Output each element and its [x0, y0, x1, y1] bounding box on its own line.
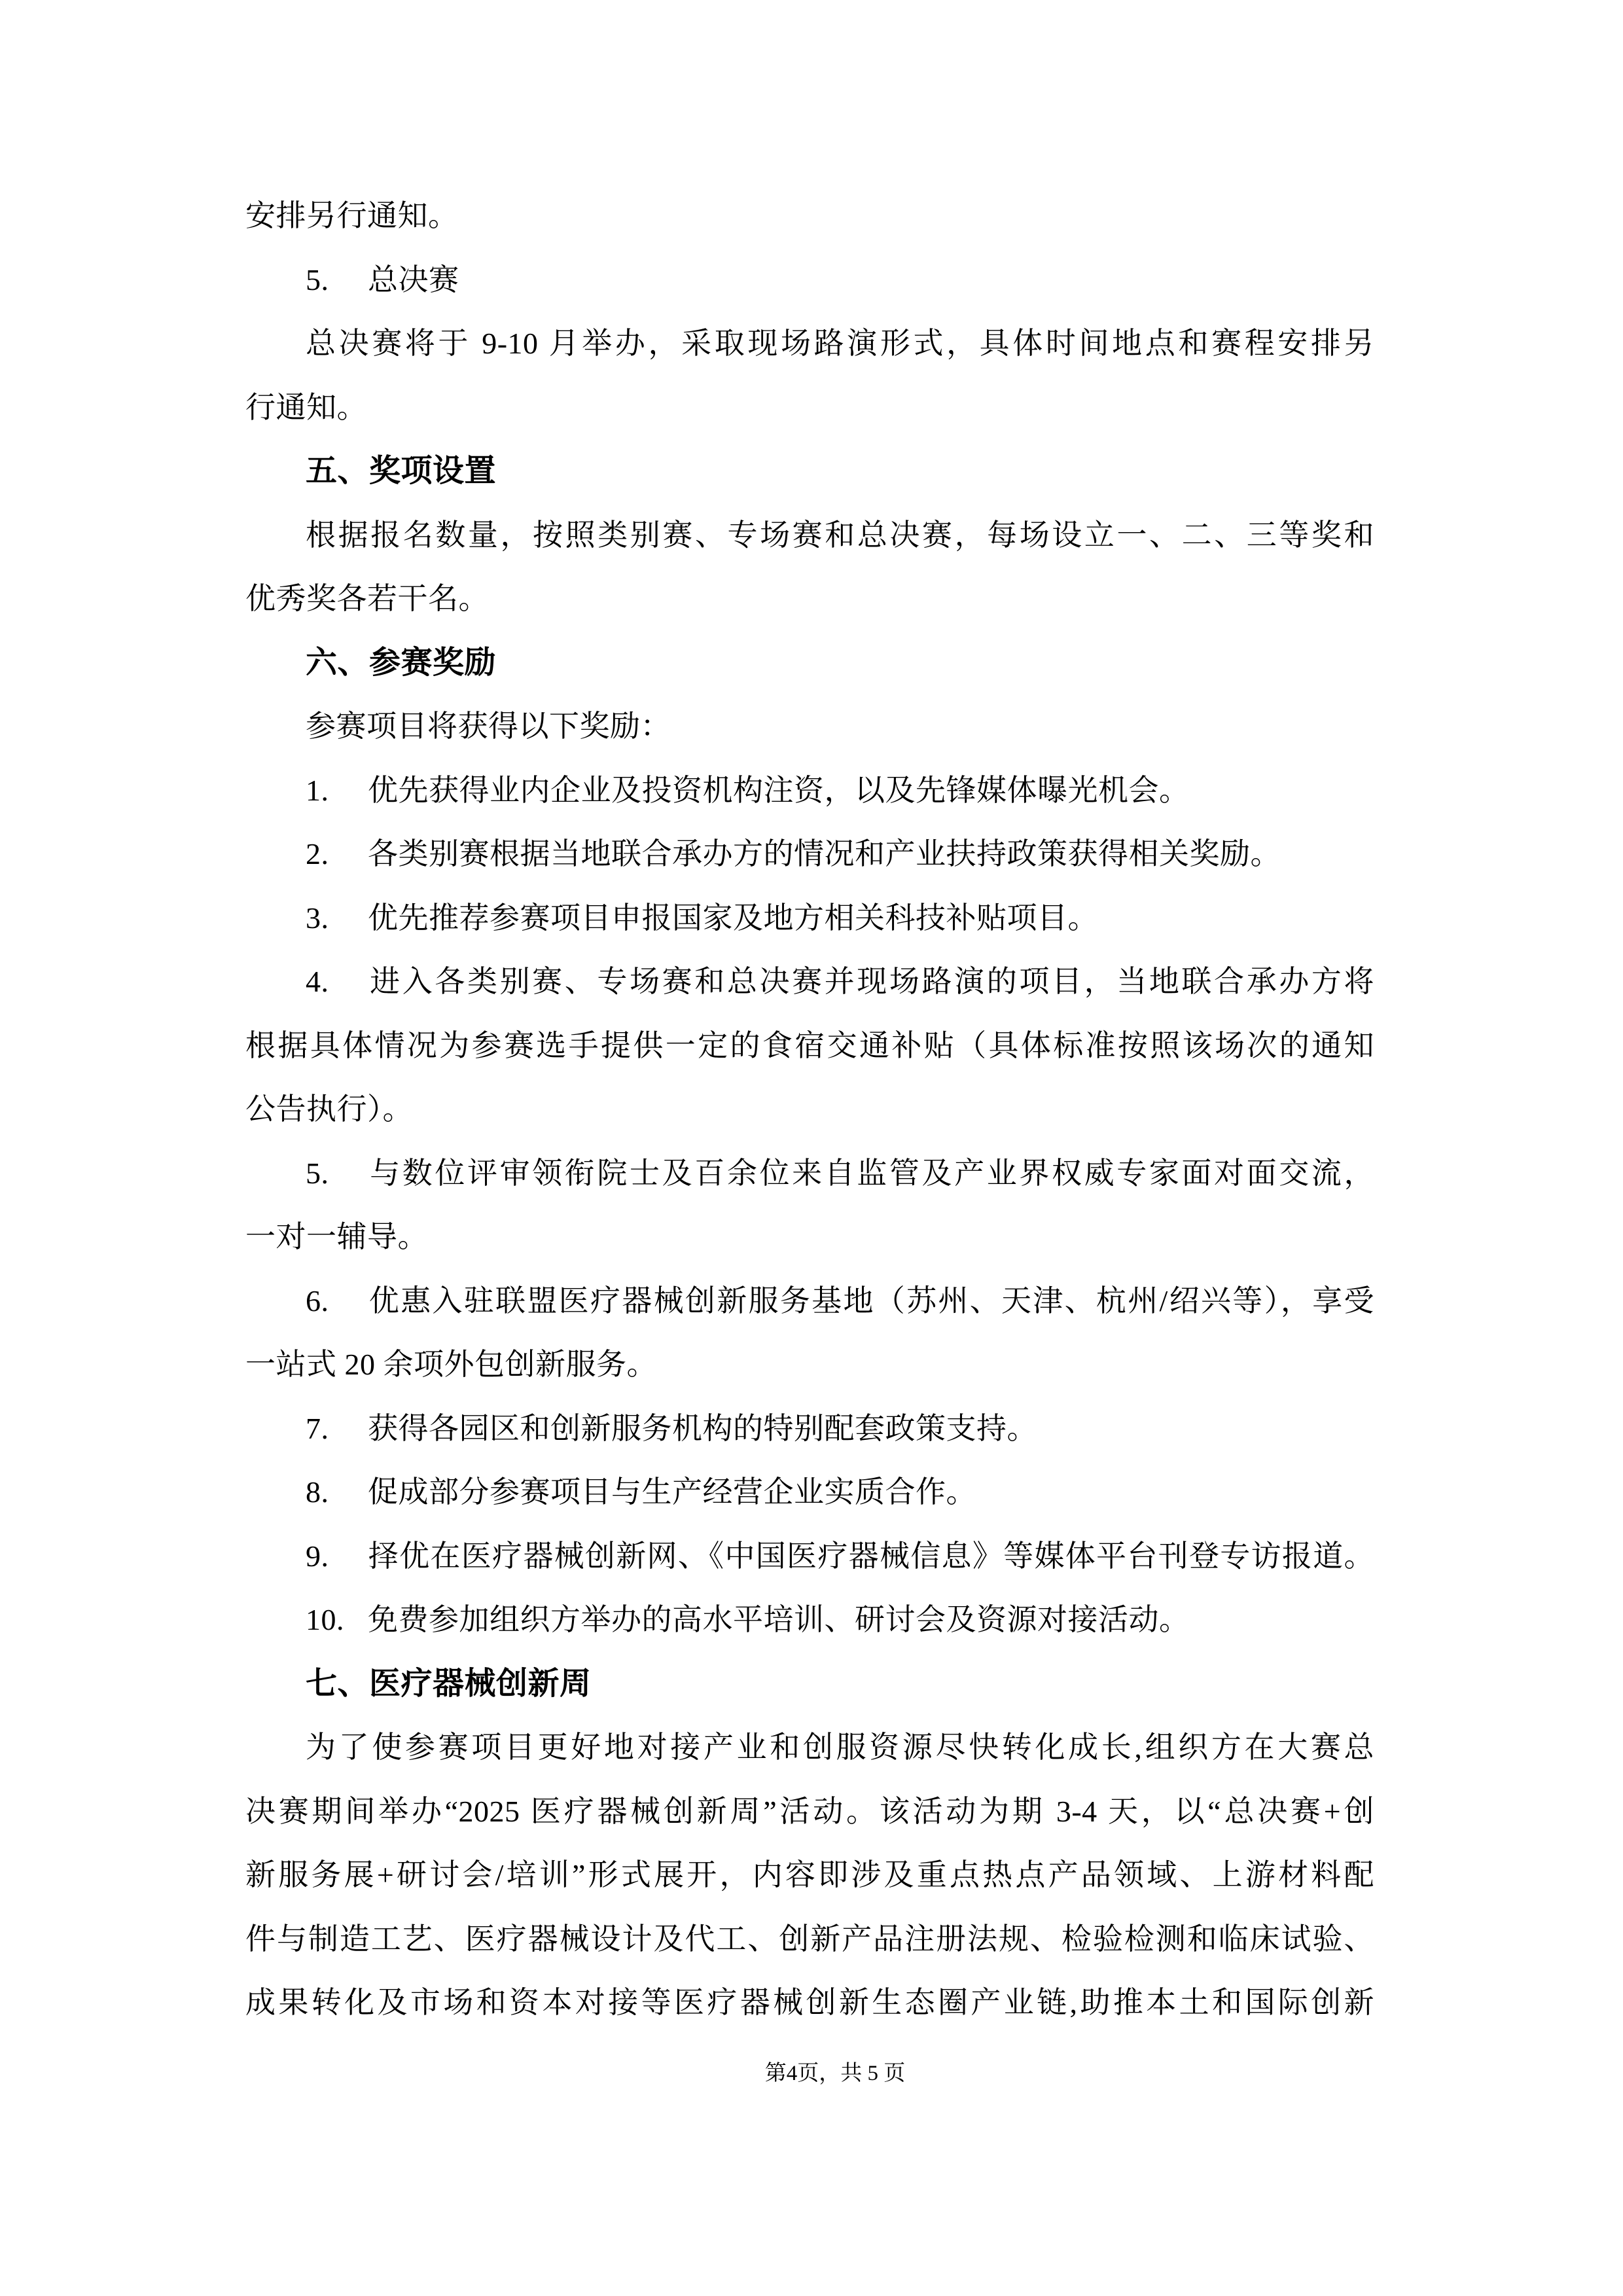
section-heading: 五、奖项设置: [306, 454, 497, 488]
list-item: [245, 1269, 1374, 1333]
paragraph-line: 根据具体情况为参赛选手提供一定的食宿交通补贴（具体标准按照该场次的通知: [245, 1028, 1374, 1062]
list-item: [245, 1460, 1374, 1524]
paragraph-line: 一站式 20 余项外包创新服务。: [245, 1348, 657, 1381]
paragraph-line: 一对一辅导。: [245, 1220, 428, 1253]
list-item: [245, 759, 1374, 823]
paragraph-line: 新服务展+研讨会/培训”形式展开，内容即涉及重点热点产品领域、上游材料配: [245, 1858, 1374, 1892]
list-number: 4.: [306, 965, 329, 998]
list-item-text: 各类别赛根据当地联合承办方的情况和产业扶持政策获得相关奖励。: [368, 837, 1281, 870]
list-number: 6.: [306, 1283, 329, 1318]
list-item-text: 优惠入驻联盟医疗器械创新服务基地（苏州、天津、杭州/绍兴等），享受: [368, 1283, 1374, 1318]
paragraph-line: 总决赛将于 9-10 月举办，采取现场路演形式，具体时间地点和赛程安排另: [306, 327, 1374, 360]
list-number: 5.: [306, 1156, 329, 1190]
list-number: 9.: [306, 1539, 329, 1573]
paragraph-line: 件与制造工艺、医疗器械设计及代工、创新产品注册法规、检验检测和临床试验、: [245, 1922, 1374, 1956]
list-item-text: 优先推荐参赛项目申报国家及地方相关科技补贴项目。: [368, 901, 1098, 935]
page-footer: 第4页，共 5 页: [764, 2062, 906, 2085]
list-number: 5.: [306, 262, 329, 296]
paragraph-line: 安排另行通知。: [245, 199, 459, 232]
list-item: [245, 822, 1374, 886]
list-number: 10.: [306, 1603, 344, 1636]
list-item: [245, 1141, 1374, 1206]
section-heading: 七、医疗器械创新周: [306, 1666, 592, 1701]
list-item-text: 促成部分参赛项目与生产经营企业实质合作。: [368, 1475, 976, 1509]
list-item-text: 与数位评审领衔院士及百余位来自监管及产业界权威专家面对面交流，: [368, 1156, 1374, 1190]
list-item-text: 总决赛: [368, 262, 459, 296]
list-item: [245, 1588, 1374, 1652]
list-item-text: 优先获得业内企业及投资机构注资，以及先锋媒体曝光机会。: [368, 773, 1190, 807]
list-number: 1.: [306, 773, 329, 807]
paragraph-line: 行通知。: [245, 390, 367, 424]
list-item-text: 获得各园区和创新服务机构的特别配套政策支持。: [368, 1411, 1037, 1445]
list-item: [245, 1524, 1374, 1588]
list-item: [245, 248, 1374, 312]
list-item-text: 择优在医疗器械创新网、《中国医疗器械信息》等媒体平台刊登专访报道。: [368, 1539, 1374, 1573]
paragraph-line: 参赛项目将获得以下奖励：: [306, 709, 671, 743]
paragraph-line: 为了使参赛项目更好地对接产业和创服资源尽快转化成长,组织方在大赛总: [306, 1731, 1374, 1764]
document-body: [245, 184, 1374, 2035]
list-number: 8.: [306, 1475, 329, 1509]
paragraph-line: 成果转化及市场和资本对接等医疗器械创新生态圈产业链,助推本土和国际创新: [245, 1986, 1374, 2019]
list-item-text: 免费参加组织方举办的高水平培训、研讨会及资源对接活动。: [368, 1603, 1190, 1636]
list-item-text: 进入各类别赛、专场赛和总决赛并现场路演的项目，当地联合承办方将: [368, 965, 1374, 998]
paragraph-line: 决赛期间举办“2025 医疗器械创新周”活动。该活动为期 3-4 天，以“总决赛+创: [245, 1794, 1374, 1828]
list-item: [245, 886, 1374, 950]
list-number: 2.: [306, 837, 329, 870]
paragraph-line: 公告执行）。: [245, 1092, 413, 1126]
list-item: [245, 1397, 1374, 1461]
paragraph-line: 根据报名数量，按照类别赛、专场赛和总决赛，每场设立一、二、三等奖和: [306, 518, 1374, 552]
paragraph-line: 优秀奖各若干名。: [245, 582, 489, 615]
list-number: 7.: [306, 1411, 329, 1445]
list-item: [245, 950, 1374, 1014]
list-number: 3.: [306, 901, 329, 935]
section-heading: 六、参赛奖励: [306, 645, 497, 680]
